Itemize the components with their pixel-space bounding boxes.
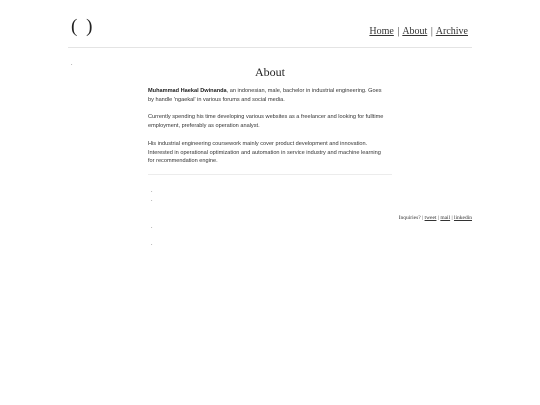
list-marker: .	[151, 241, 153, 247]
top-nav	[369, 25, 468, 38]
bio-text: , an indonesian, male, bachelor in industrial engineering. Goes by handle 'ngaekal' in various forums and social media.	[148, 88, 382, 103]
employment-paragraph: Currently spending his time developing various websites as a freelancer and looking for fulltime employment, preferably as operation analyst.	[148, 114, 384, 130]
author-name: Muhammad Haekal Dwinanda	[148, 88, 227, 94]
left-marker: .	[71, 61, 73, 67]
nav-archive-link[interactable]: Archive	[435, 26, 468, 37]
mail-link[interactable]: mail	[440, 215, 451, 221]
header-divider	[68, 47, 472, 48]
page-title: About	[255, 65, 285, 79]
about-content	[148, 87, 388, 175]
inquiries-label: Inquiries?	[398, 215, 421, 221]
nav-about-link[interactable]: About	[402, 26, 428, 37]
list-marker: .	[151, 188, 153, 194]
footer-separator: |	[422, 215, 424, 221]
footer-separator: |	[437, 215, 439, 221]
content-divider	[148, 174, 392, 175]
footer-separator: |	[451, 215, 453, 221]
interests-paragraph: His industrial engineering coursework mainly cover product development and innovation. Interested in operational optimization and automation in service industry and machine learning for recommendation engine.	[148, 140, 381, 165]
site-logo[interactable]: ( )	[71, 16, 95, 37]
nav-home-link[interactable]: Home	[369, 26, 394, 37]
bio-paragraph	[148, 87, 388, 105]
nav-separator: |	[430, 26, 433, 37]
tweet-link[interactable]: tweet	[424, 215, 437, 221]
list-marker: .	[151, 197, 153, 203]
contact-links	[399, 214, 472, 222]
nav-separator: |	[397, 26, 400, 37]
linkedin-link[interactable]: linkedin	[453, 215, 472, 221]
list-marker: .	[151, 224, 153, 230]
